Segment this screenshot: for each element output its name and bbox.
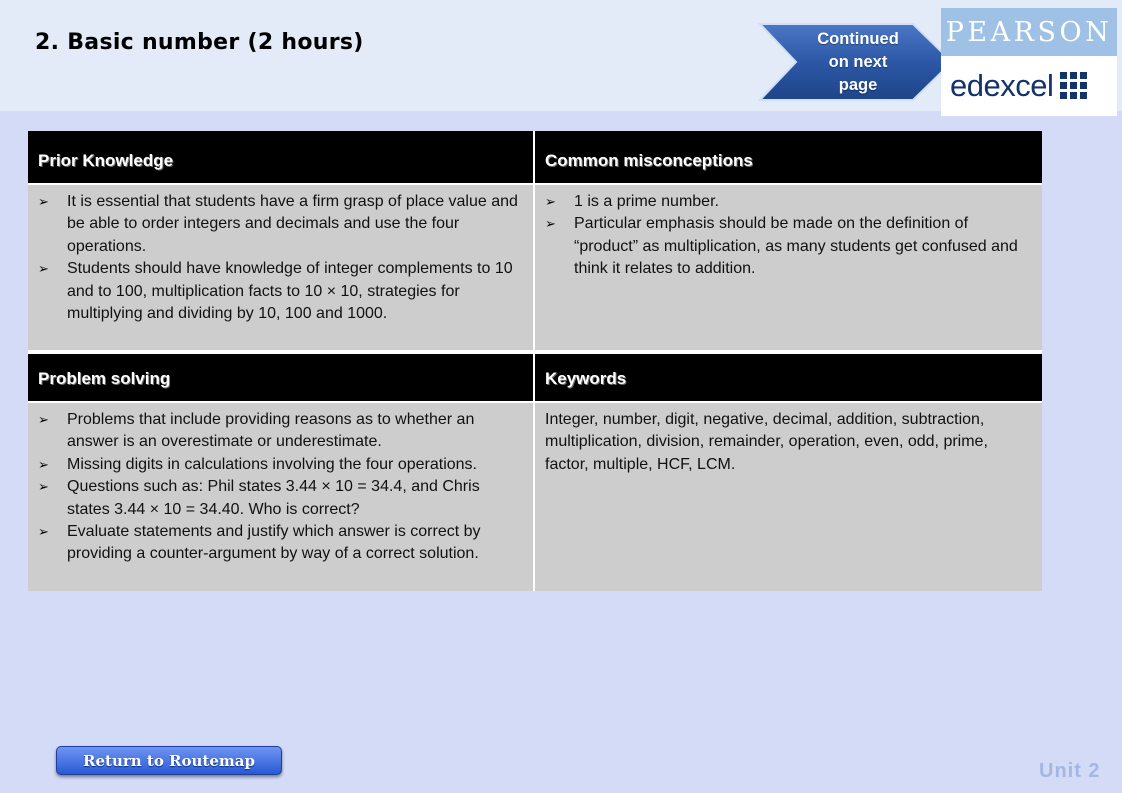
list-item: ➢ Problems that include providing reasons as to whether an answer is an overestimate or underestimate. bbox=[38, 411, 475, 451]
list-item: ➢ 1 is a prime number. bbox=[545, 191, 1032, 213]
prior-knowledge-heading: Prior Knowledge bbox=[28, 131, 533, 183]
dot-grid-icon bbox=[1060, 72, 1088, 100]
problem-solving-heading: Problem solving bbox=[28, 354, 533, 401]
arrow-bullet-icon: ➢ bbox=[545, 216, 556, 232]
arrow-bullet-icon: ➢ bbox=[545, 194, 556, 209]
misconceptions-list bbox=[545, 191, 1032, 281]
arrow-bullet-icon: ➢ bbox=[38, 524, 49, 540]
edexcel-logo: edexcel bbox=[941, 56, 1117, 116]
arrow-bullet-icon: ➢ bbox=[38, 194, 49, 209]
page-title: 2. Basic number (2 hours) bbox=[35, 30, 364, 55]
misconceptions-cell bbox=[535, 185, 1042, 350]
arrow-bullet-icon: ➢ bbox=[38, 412, 49, 427]
keywords-cell bbox=[535, 403, 1042, 591]
unit-label: Unit 2 bbox=[1039, 760, 1101, 782]
keywords-heading: Keywords bbox=[535, 354, 1042, 401]
arrow-bullet-icon: ➢ bbox=[38, 261, 49, 277]
list-item: ➢ Missing digits in calculations involving the four operations. bbox=[38, 454, 523, 476]
list-item: ➢ It is essential that students have a firm grasp of place value and be able to order integers and decimals and use the four operations. bbox=[38, 193, 518, 255]
prior-knowledge-list bbox=[38, 191, 523, 325]
continued-label: Continued on next page bbox=[817, 29, 899, 94]
problem-solving-list bbox=[38, 409, 523, 566]
list-item: ➢ Evaluate statements and justify which answer is correct by providing a counter-argument by way of a correct solution. bbox=[38, 523, 481, 563]
list-item: ➢ Questions such as: Phil states 3.44 × 10 = 34.4, and Chris states 3.44 × 10 = 34.40. Who is correct? bbox=[38, 478, 480, 518]
arrow-bullet-icon: ➢ bbox=[38, 479, 49, 495]
problem-solving-cell bbox=[28, 403, 533, 591]
misconceptions-heading: Common misconceptions bbox=[535, 131, 1042, 183]
prior-knowledge-cell bbox=[28, 185, 533, 350]
list-item: ➢ Students should have knowledge of integer complements to 10 and to 100, multiplication facts to 10 × 10, strategies for multiplying and dividing by 10, 100 and 1000. bbox=[38, 260, 513, 323]
continued-next-page-button[interactable] bbox=[758, 22, 954, 102]
keywords-text: Integer, number, digit, negative, decimal, addition, subtraction, multiplication, division, remainder, operation, even, odd, prime, factor, multiple, HCF, LCM. bbox=[545, 411, 988, 473]
return-to-routemap-button[interactable]: Return to Routemap bbox=[56, 746, 282, 775]
content-table bbox=[28, 131, 1042, 591]
pearson-logo: PEARSON bbox=[941, 8, 1117, 56]
list-item: ➢ Particular emphasis should be made on the definition of “product” as multiplication, as many students get confused and think it relates to addition. bbox=[545, 215, 1018, 278]
arrow-bullet-icon: ➢ bbox=[38, 456, 49, 472]
